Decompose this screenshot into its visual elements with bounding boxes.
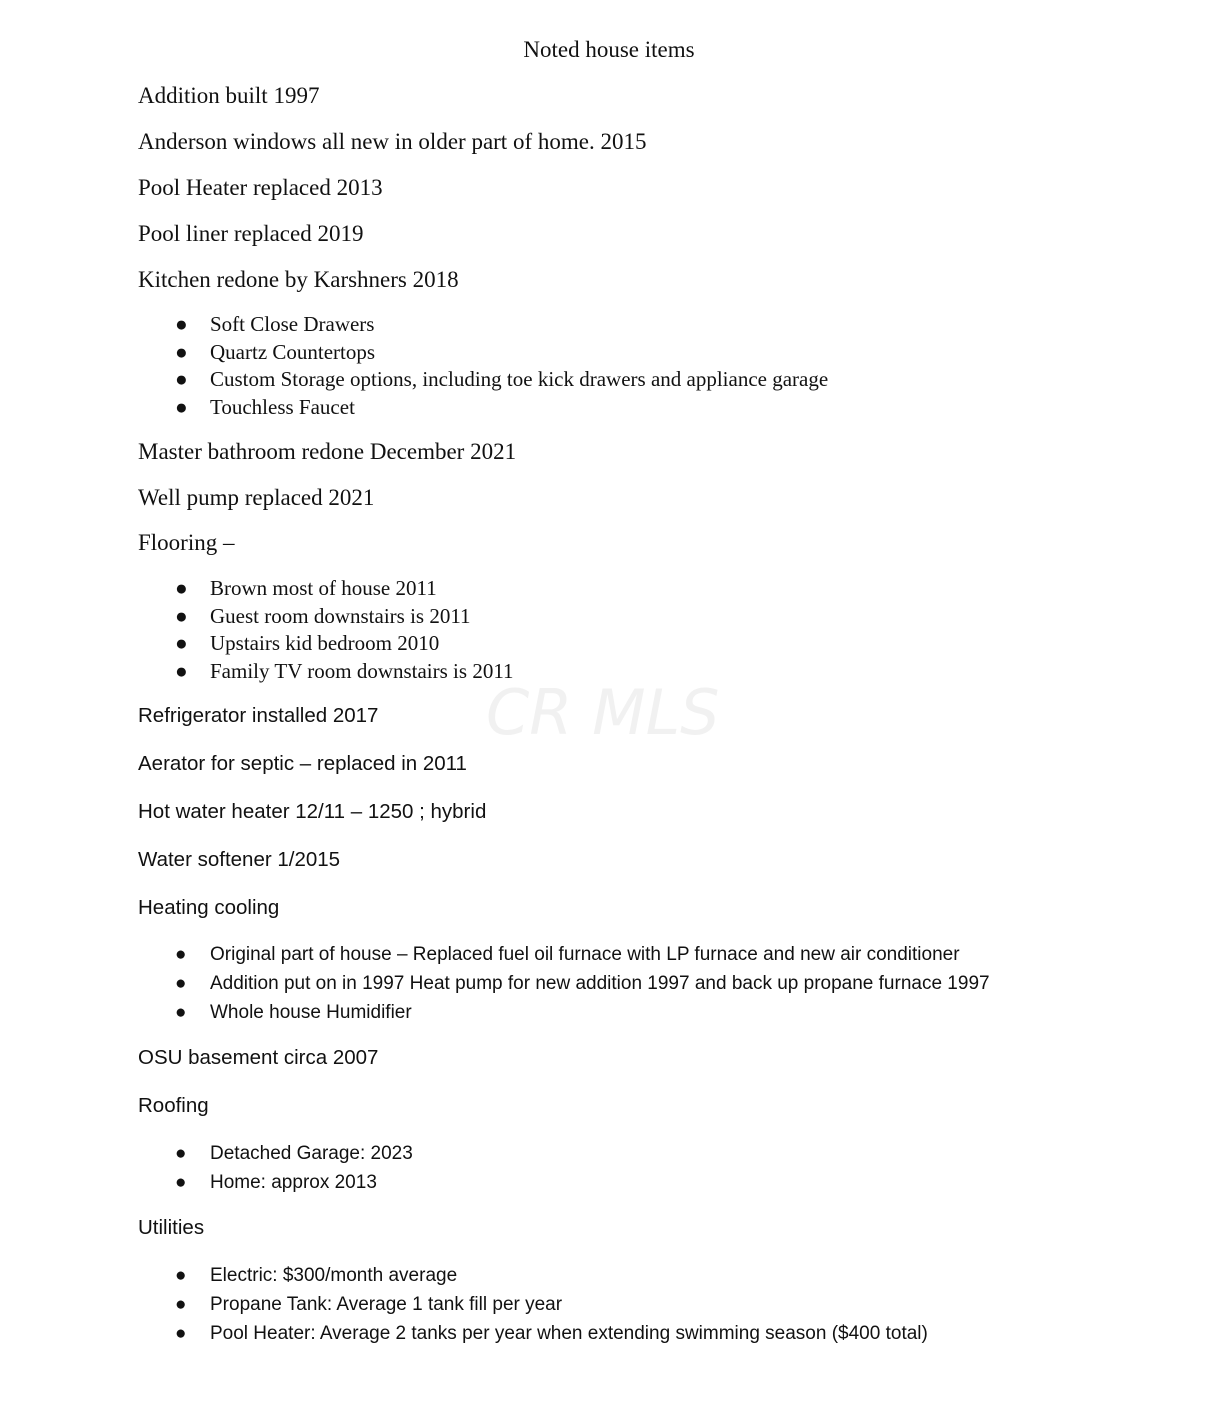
list-item bbox=[0, 969, 990, 998]
list-item bbox=[0, 366, 828, 394]
list-item bbox=[0, 603, 514, 631]
list-item-text: Custom Storage options, including toe kick drawers and appliance garage bbox=[210, 367, 829, 391]
list-item-text: Pool Heater: Average 2 tanks per year when extending swimming season ($400 total) bbox=[210, 1323, 928, 1344]
addition-note: Addition built 1997 bbox=[138, 83, 320, 108]
bullet-icon: ● bbox=[175, 1323, 187, 1344]
bullet-icon: ● bbox=[175, 944, 187, 965]
bullet-icon: ● bbox=[175, 339, 188, 364]
bullet-icon: ● bbox=[175, 1294, 187, 1315]
list-item-text: Soft Close Drawers bbox=[210, 312, 375, 336]
softener-note: Water softener 1/2015 bbox=[138, 848, 341, 871]
list-item-text: Brown most of house 2011 bbox=[210, 576, 437, 600]
list-item bbox=[0, 339, 828, 367]
list-item bbox=[0, 658, 514, 686]
bullet-icon: ● bbox=[175, 1265, 187, 1286]
bullet-icon: ● bbox=[175, 658, 188, 683]
heating-heading: Heating cooling bbox=[138, 896, 280, 919]
watermark: CR MLS bbox=[486, 676, 720, 749]
page-title: Noted house items bbox=[523, 37, 695, 62]
list-item-text: Original part of house – Replaced fuel oil furnace with LP furnace and new air conditioner bbox=[210, 944, 960, 965]
pool-liner-note: Pool liner replaced 2019 bbox=[138, 221, 364, 246]
list-item-text: Family TV room downstairs is 2011 bbox=[210, 658, 514, 683]
bullet-icon: ● bbox=[175, 631, 188, 655]
bullet-icon: ● bbox=[175, 312, 188, 336]
list-item bbox=[0, 311, 828, 339]
bullet-icon: ● bbox=[175, 1002, 187, 1023]
list-item-text: Addition put on in 1997 Heat pump for new addition 1997 and back up propane furnace 1997 bbox=[210, 973, 990, 994]
list-item bbox=[0, 998, 990, 1027]
master-bath-note: Master bathroom redone December 2021 bbox=[138, 439, 517, 464]
roofing-heading: Roofing bbox=[138, 1094, 209, 1117]
hot-water-note: Hot water heater 12/11 – 1250 ; hybrid bbox=[138, 800, 487, 823]
list-item bbox=[0, 394, 828, 422]
bullet-icon: ● bbox=[175, 603, 188, 628]
flooring-heading: Flooring – bbox=[138, 530, 235, 555]
aerator-note: Aerator for septic – replaced in 2011 bbox=[138, 752, 467, 775]
basement-note: OSU basement circa 2007 bbox=[138, 1046, 379, 1069]
bullet-icon: ● bbox=[175, 1143, 187, 1164]
bullet-icon: ● bbox=[175, 394, 188, 419]
list-item bbox=[0, 630, 514, 658]
kitchen-note: Kitchen redone by Karshners 2018 bbox=[138, 267, 459, 292]
bullet-icon: ● bbox=[175, 973, 187, 994]
list-item bbox=[0, 940, 990, 969]
list-item bbox=[0, 575, 514, 603]
list-item-text: Upstairs kid bedroom 2010 bbox=[210, 631, 440, 655]
list-item-text: Home: approx 2013 bbox=[210, 1172, 377, 1193]
list-item bbox=[0, 1319, 928, 1348]
list-item-text: Whole house Humidifier bbox=[210, 1002, 412, 1023]
bullet-icon: ● bbox=[175, 576, 188, 600]
well-pump-note: Well pump replaced 2021 bbox=[138, 485, 375, 510]
kitchen-list bbox=[0, 311, 828, 421]
list-item-text: Electric: $300/month average bbox=[210, 1265, 458, 1286]
utilities-list bbox=[0, 1261, 928, 1348]
list-item bbox=[0, 1261, 928, 1290]
roofing-list bbox=[0, 1139, 413, 1197]
bullet-icon: ● bbox=[175, 1172, 187, 1193]
list-item-text: Guest room downstairs is 2011 bbox=[210, 603, 471, 628]
heating-list bbox=[0, 940, 990, 1027]
bullet-icon: ● bbox=[175, 367, 188, 391]
list-item-text: Quartz Countertops bbox=[210, 339, 376, 364]
pool-heater-note: Pool Heater replaced 2013 bbox=[138, 175, 383, 200]
list-item-text: Detached Garage: 2023 bbox=[210, 1143, 413, 1164]
flooring-list bbox=[0, 575, 514, 685]
list-item bbox=[0, 1290, 928, 1319]
refrigerator-note: Refrigerator installed 2017 bbox=[138, 704, 379, 727]
utilities-heading: Utilities bbox=[138, 1216, 205, 1239]
list-item bbox=[0, 1168, 413, 1197]
list-item-text: Touchless Faucet bbox=[210, 394, 355, 419]
list-item bbox=[0, 1139, 413, 1168]
list-item-text: Propane Tank: Average 1 tank fill per year bbox=[210, 1294, 563, 1315]
windows-note: Anderson windows all new in older part of home. 2015 bbox=[138, 129, 647, 154]
